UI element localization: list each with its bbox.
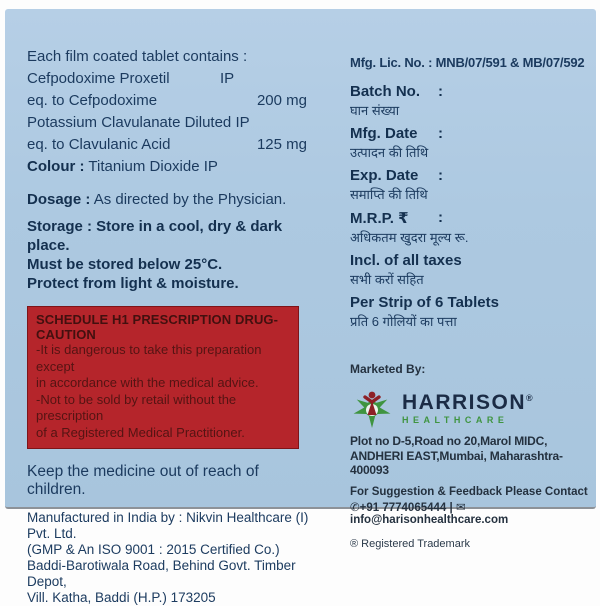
ingredient-name: Cefpodoxime Proxetil [27, 70, 170, 87]
contact-separator: | [446, 501, 456, 514]
manufacturer-line: Manufactured in India by : Nikvin Healthcare (I) Pvt. Ltd. [27, 510, 309, 541]
field-colon: : [438, 83, 443, 100]
phone-number: +91 7774065444 [359, 501, 447, 514]
composition-row [27, 90, 309, 112]
colour-value: Titanium Dioxide IP [84, 158, 218, 175]
marketer-address [350, 434, 597, 478]
harrison-logo-icon [350, 382, 396, 430]
composition-row [27, 134, 309, 156]
brand-name [402, 388, 533, 413]
pharmacopoeia-mark: IP [220, 70, 235, 87]
caution-line: in accordance with the medical advice. [36, 375, 259, 390]
caution-line: -Not to be sold by retail without the prescription [36, 391, 237, 423]
right-column [350, 55, 597, 550]
per-strip-field [350, 294, 597, 330]
field-label: M.R.P. ₹ [350, 210, 409, 227]
manufacturer-line: Baddi-Barotiwala Road, Behind Govt. Timber Depot, [27, 558, 296, 589]
dosage-text: As directed by the Physician. [90, 191, 287, 208]
field-hindi-label: समाप्ति की तिथि [350, 187, 428, 202]
field-hindi-label: प्रति 6 गोलियों का पत्ता [350, 314, 457, 329]
field-label: Batch No. [350, 83, 421, 100]
field-colon: : [438, 167, 443, 184]
manufacturer-block [27, 510, 309, 606]
dosage-label: Dosage : [27, 191, 91, 208]
storage-line: Storage : Store in a cool, dry & dark place. [27, 218, 283, 254]
field-colon: : [438, 125, 443, 142]
manufacturer-line: Vill. Katha, Baddi (H.P.) 173205 [27, 590, 216, 605]
composition-row [27, 112, 309, 134]
contact-line [350, 500, 597, 526]
brand-name-text: HARRISON [402, 390, 527, 414]
harrison-brand-block [350, 382, 597, 430]
ingredient-name: eq. to Cefpodoxime [27, 92, 158, 109]
mrp-field [350, 209, 597, 246]
children-warning: Keep the medicine out of reach of children. [27, 463, 259, 498]
storage-line: Must be stored below 25°C. [27, 256, 223, 273]
schedule-h1-caution-box [27, 306, 299, 449]
address-line: Plot no D-5,Road no 20,Marol MIDC, [350, 434, 548, 448]
field-hindi-label: सभी करों सहित [350, 272, 424, 287]
ingredient-name: eq. to Clavulanic Acid [27, 136, 171, 153]
field-label: Per Strip of 6 Tablets [350, 294, 499, 311]
brand-tagline: HEALTHCARE [402, 414, 509, 425]
composition-title: Each film coated tablet contains : [27, 48, 248, 65]
email-address: info@harisonhealthcare.com [350, 513, 509, 526]
field-hindi-label: अधिकतम खुदरा मूल्य रू. [350, 230, 469, 245]
storage-line: Protect from light & moisture. [27, 275, 239, 292]
field-label: Mfg. Date [350, 125, 418, 142]
field-label: Exp. Date [350, 167, 419, 184]
feedback-heading: For Suggestion & Feedback Please Contact [350, 485, 588, 498]
manufacturer-line: (GMP & An ISO 9001 : 2015 Certified Co.) [27, 542, 280, 557]
field-colon: : [438, 209, 443, 226]
exp-date-field [350, 167, 597, 203]
left-column [27, 46, 309, 606]
dosage-line [27, 191, 309, 208]
colour-line [27, 156, 309, 178]
field-hindi-label: उत्पादन की तिथि [350, 145, 429, 160]
colour-label: Colour : [27, 158, 85, 175]
label-panel [5, 9, 596, 605]
ingredient-name: Potassium Clavulanate Diluted IP [27, 114, 250, 131]
strength-value: 200 mg [256, 92, 307, 109]
mfg-date-field [350, 125, 597, 161]
registered-trademark-note: ® Registered Trademark [350, 537, 470, 550]
field-hindi-label: घान संख्या [350, 103, 400, 118]
brand-text [402, 388, 533, 425]
caution-title: SCHEDULE H1 PRESCRIPTION DRUG-CAUTION [36, 312, 279, 342]
email-icon: ✉ [455, 501, 466, 514]
address-line: ANDHERI EAST,Mumbai, Maharashtra-400093 [350, 448, 563, 477]
strength-value: 125 mg [256, 136, 307, 153]
caution-line: of a Registered Medical Practitioner. [36, 424, 245, 440]
phone-icon: ✆ [350, 501, 360, 514]
composition-row [27, 68, 309, 90]
registered-mark-icon: ® [526, 392, 533, 403]
marketed-by-label: Marketed By: [350, 362, 426, 376]
storage-block [27, 217, 309, 293]
incl-taxes-field [350, 252, 597, 288]
batch-no-field [350, 83, 597, 119]
caution-line: -It is dangerous to take this preparation except [36, 342, 262, 374]
field-label: Incl. of all taxes [350, 252, 462, 269]
composition-block [27, 46, 309, 178]
mfg-licence-number: Mfg. Lic. No. : MNB/07/591 & MB/07/592 [350, 55, 585, 70]
